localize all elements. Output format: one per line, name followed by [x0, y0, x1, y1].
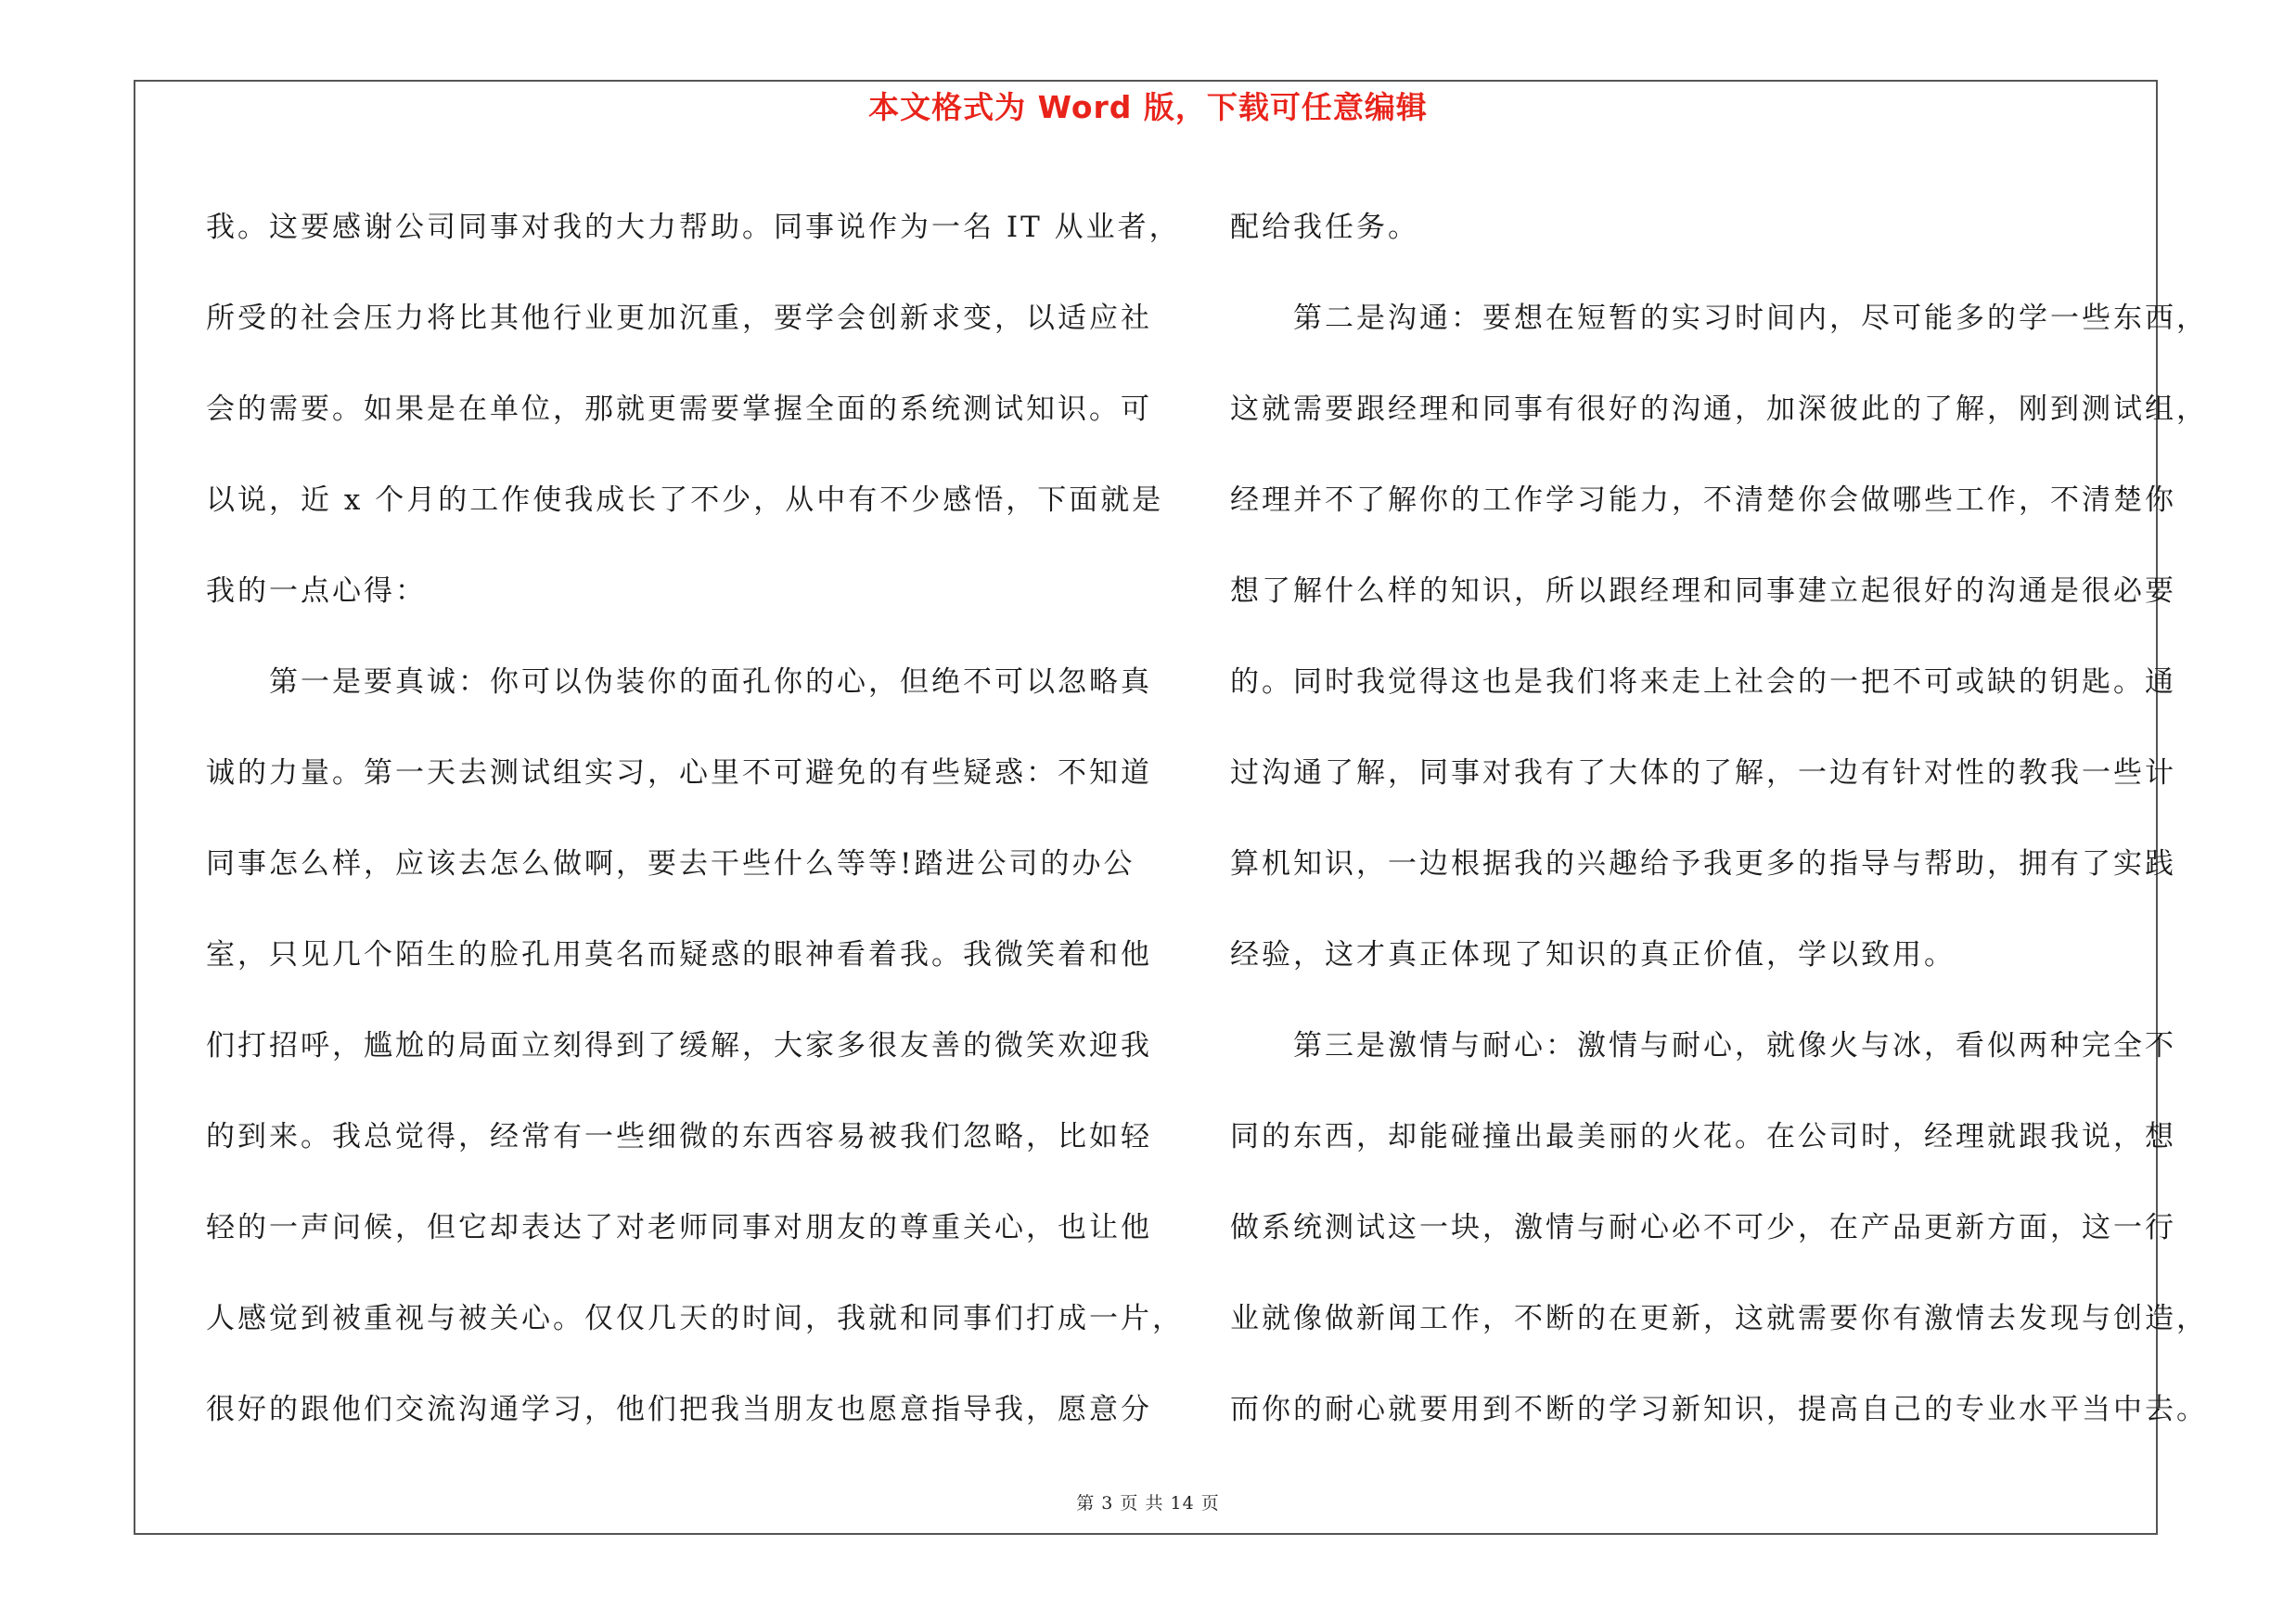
text-line: 业就像做新闻工作，不断的在更新，这就需要你有激情去发现与创造，: [1230, 1302, 2208, 1335]
left-text-column: [206, 182, 1184, 1455]
text-line: 诚的力量。第一天去测试组实习，心里不可避免的有些疑惑：不知道: [206, 756, 1152, 790]
text-line: 的。同时我觉得这也是我们将来走上社会的一把不可或缺的钥匙。通: [1230, 665, 2176, 699]
right-text-column: [1230, 182, 2208, 1455]
text-line: 想了解什么样的知识，所以跟经理和同事建立起很好的沟通是很必要: [1230, 574, 2176, 608]
page-number-footer: 第 3 页 共 14 页: [1076, 1493, 1220, 1514]
text-line: 第三是激情与耐心：激情与耐心，就像火与冰，看似两种完全不: [1230, 1029, 2176, 1063]
text-line: 过沟通了解，同事对我有了大体的了解，一边有针对性的教我一些计: [1230, 756, 2176, 790]
text-line: 同的东西，却能碰撞出最美丽的火花。在公司时，经理就跟我说，想: [1230, 1120, 2176, 1153]
text-line: 所受的社会压力将比其他行业更加沉重，要学会创新求变，以适应社: [206, 302, 1152, 335]
text-line: 同事怎么样，应该去怎么做啊，要去干些什么等等!踏进公司的办公: [206, 847, 1135, 881]
text-line: 配给我任务。: [1230, 211, 1419, 244]
text-line: 轻的一声问候，但它却表达了对老师同事对朋友的尊重关心，也让他: [206, 1211, 1152, 1244]
text-line: 我的一点心得：: [206, 574, 427, 608]
text-line: 经验，这才真正体现了知识的真正价值，学以致用。: [1230, 938, 1956, 972]
text-line: 我。这要感谢公司同事对我的大力帮助。同事说作为一名 IT 从业者，: [206, 211, 1181, 244]
text-line: 们打招呼，尴尬的局面立刻得到了缓解，大家多很友善的微笑欢迎我: [206, 1029, 1152, 1063]
text-line: 第二是沟通：要想在短暂的实习时间内，尽可能多的学一些东西，: [1230, 302, 2208, 335]
text-line: 人感觉到被重视与被关心。仅仅几天的时间，我就和同事们打成一片，: [206, 1302, 1184, 1335]
text-line: 做系统测试这一块，激情与耐心必不可少，在产品更新方面，这一行: [1230, 1211, 2176, 1244]
text-line: 这就需要跟经理和同事有很好的沟通，加深彼此的了解，刚到测试组，: [1230, 393, 2208, 426]
text-line: 而你的耐心就要用到不断的学习新知识，提高自己的专业水平当中去。: [1230, 1393, 2208, 1426]
text-line: 很好的跟他们交流沟通学习，他们把我当朋友也愿意指导我，愿意分: [206, 1393, 1152, 1426]
text-line: 第一是要真诚：你可以伪装你的面孔你的心，但绝不可以忽略真: [206, 665, 1152, 699]
text-line: 的到来。我总觉得，经常有一些细微的东西容易被我们忽略，比如轻: [206, 1120, 1152, 1153]
format-banner: 本文格式为 Word 版，下载可任意编辑: [868, 89, 1428, 125]
text-line: 以说，近 x 个月的工作使我成长了不少，从中有不少感悟，下面就是: [206, 483, 1164, 517]
text-line: 室，只见几个陌生的脸孔用莫名而疑惑的眼神看着我。我微笑着和他: [206, 938, 1152, 972]
text-line: 会的需要。如果是在单位，那就更需要掌握全面的系统测试知识。可: [206, 393, 1152, 426]
text-line: 经理并不了解你的工作学习能力，不清楚你会做哪些工作，不清楚你: [1230, 483, 2176, 517]
text-line: 算机知识，一边根据我的兴趣给予我更多的指导与帮助，拥有了实践: [1230, 847, 2176, 881]
